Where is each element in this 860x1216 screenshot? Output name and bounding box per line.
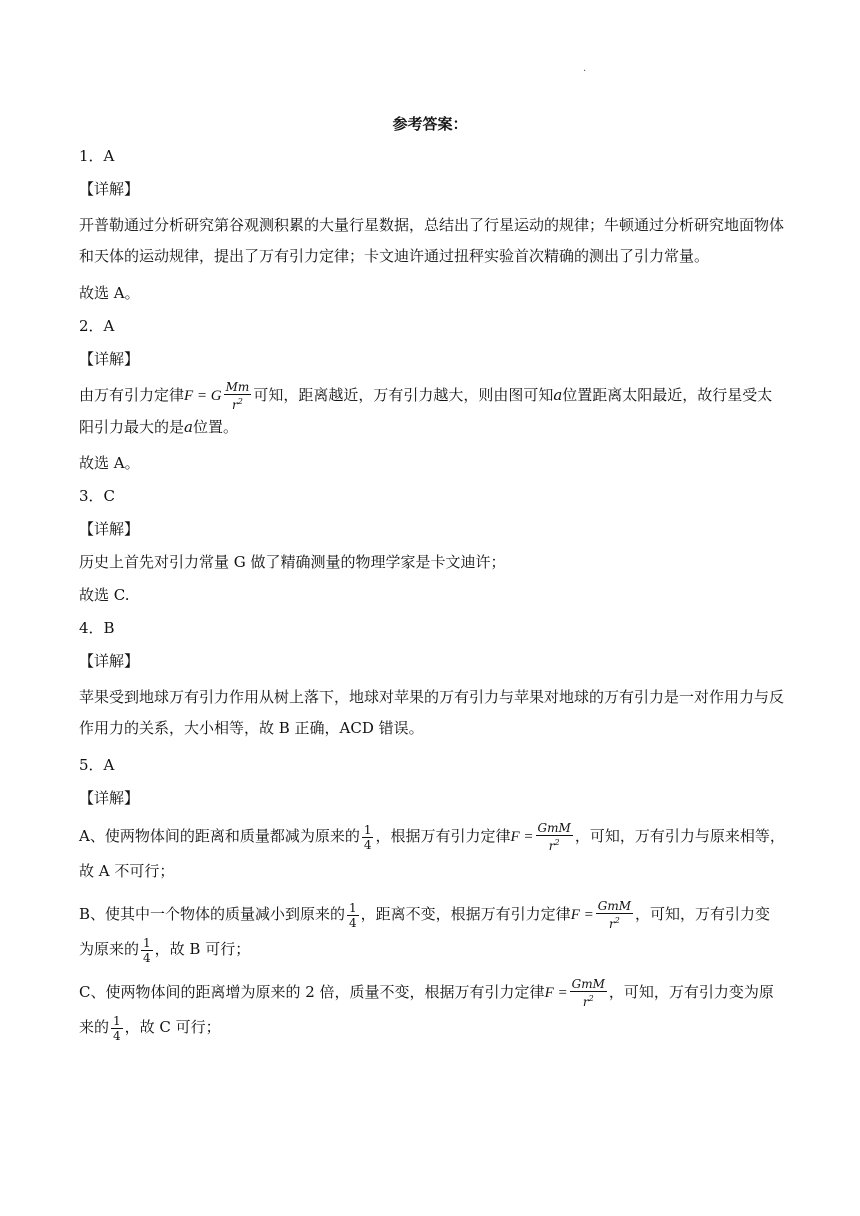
- formula-lhs: F = G: [184, 388, 222, 404]
- header-dot: ·: [583, 66, 587, 77]
- answer-3-number: 3．C: [79, 487, 116, 505]
- answer-4-explanation: 苹果受到地球万有引力作用从树上落下，地球对苹果的万有引力与苹果对地球的万有引力是一对作用力与反作用力的关系，大小相等，故 B 正确，ACD 错误。: [79, 688, 785, 737]
- answer-2-conclusion: 故选 A。: [79, 454, 140, 472]
- detail-label: 【详解】: [79, 789, 140, 807]
- detail-label: 【详解】: [79, 180, 140, 198]
- answer-5-number: 5．A: [79, 756, 115, 774]
- fraction-numerator: Mm: [225, 380, 250, 394]
- answer-4-number: 4．B: [79, 619, 115, 637]
- answer-5-option-a: A、使两物体间的距离和质量都减为原来的 $\frac{1}{4}$ ，根据万有引力定律F = $\frac{\text{GmM}}{r^2}$ ，可知，万有引力与原来相等， 故 A 不可行；: [79, 821, 785, 880]
- detail-label: 【详解】: [79, 350, 140, 368]
- text: 可知，距离越近，万有引力越大，则由图可知: [253, 386, 554, 404]
- variable-a: a: [184, 418, 193, 436]
- fraction-quarter: $\frac{1}{4}$: [363, 822, 372, 852]
- gravitation-formula: $\frac{\text{GmM}}{r^2}$: [597, 899, 631, 931]
- answer-3-conclusion: 故选 C.: [79, 586, 130, 604]
- text: 由万有引力定律: [79, 386, 185, 404]
- answer-1-number: 1．A: [79, 147, 115, 165]
- text: 位置。: [192, 418, 238, 436]
- fraction-quarter: $\frac{1}{4}$: [113, 1013, 121, 1043]
- answer-1-conclusion: 故选 A。: [79, 284, 140, 302]
- answer-5-option-c: C、使两物体间的距离增为原来的 2 倍，质量不变，根据万有引力定律F = $\frac{\text{GmM}}{r^2}$ ，可知，万有引力变为原 来的 $\frac{1}{4}$ ，故 C 可行；: [79, 977, 774, 1043]
- detail-label: 【详解】: [79, 520, 140, 538]
- fraction-denominator: $r^2$: [232, 397, 243, 412]
- answer-3-explanation: 历史上首先对引力常量 G 做了精确测量的物理学家是卡文迪许；: [79, 553, 506, 571]
- answer-2-number: 2．A: [79, 317, 115, 335]
- fraction-quarter: $\frac{1}{4}$: [349, 900, 357, 930]
- answer-1-explanation: 开普勒通过分析研究第谷观测积累的大量行星数据，总结出了行星运动的规律；牛顿通过分析研究地面物体和天体的运动规律，提出了万有引力定律；卡文迪许通过扭秤实验首次精确的测出了引力常量。: [79, 216, 785, 265]
- gravitation-formula: $\frac{\text{GmM}}{r^2}$: [537, 821, 571, 853]
- answer-5-option-b: B、使其中一个物体的质量减小到原来的 $\frac{1}{4}$ ，距离不变，根据万有引力定律F = $\frac{\text{GmM}}{r^2}$ ，可知，万有引力变 为原来的 $\frac{1}{4}$ ，故 B 可行；: [79, 899, 771, 965]
- detail-label: 【详解】: [79, 652, 140, 670]
- answer-content: [79, 144, 785, 1044]
- page-title: 参考答案：: [392, 115, 468, 133]
- variable-a: a: [553, 386, 563, 404]
- text: 位置距离太阳最近，故行星受太阳引力最大的是: [79, 386, 773, 436]
- gravitation-formula: $\frac{\text{GmM}}{r^2}$: [571, 977, 605, 1009]
- answer-2-explanation: [79, 380, 785, 442]
- fraction-quarter: $\frac{1}{4}$: [143, 935, 151, 965]
- formula-fraction: [224, 380, 252, 412]
